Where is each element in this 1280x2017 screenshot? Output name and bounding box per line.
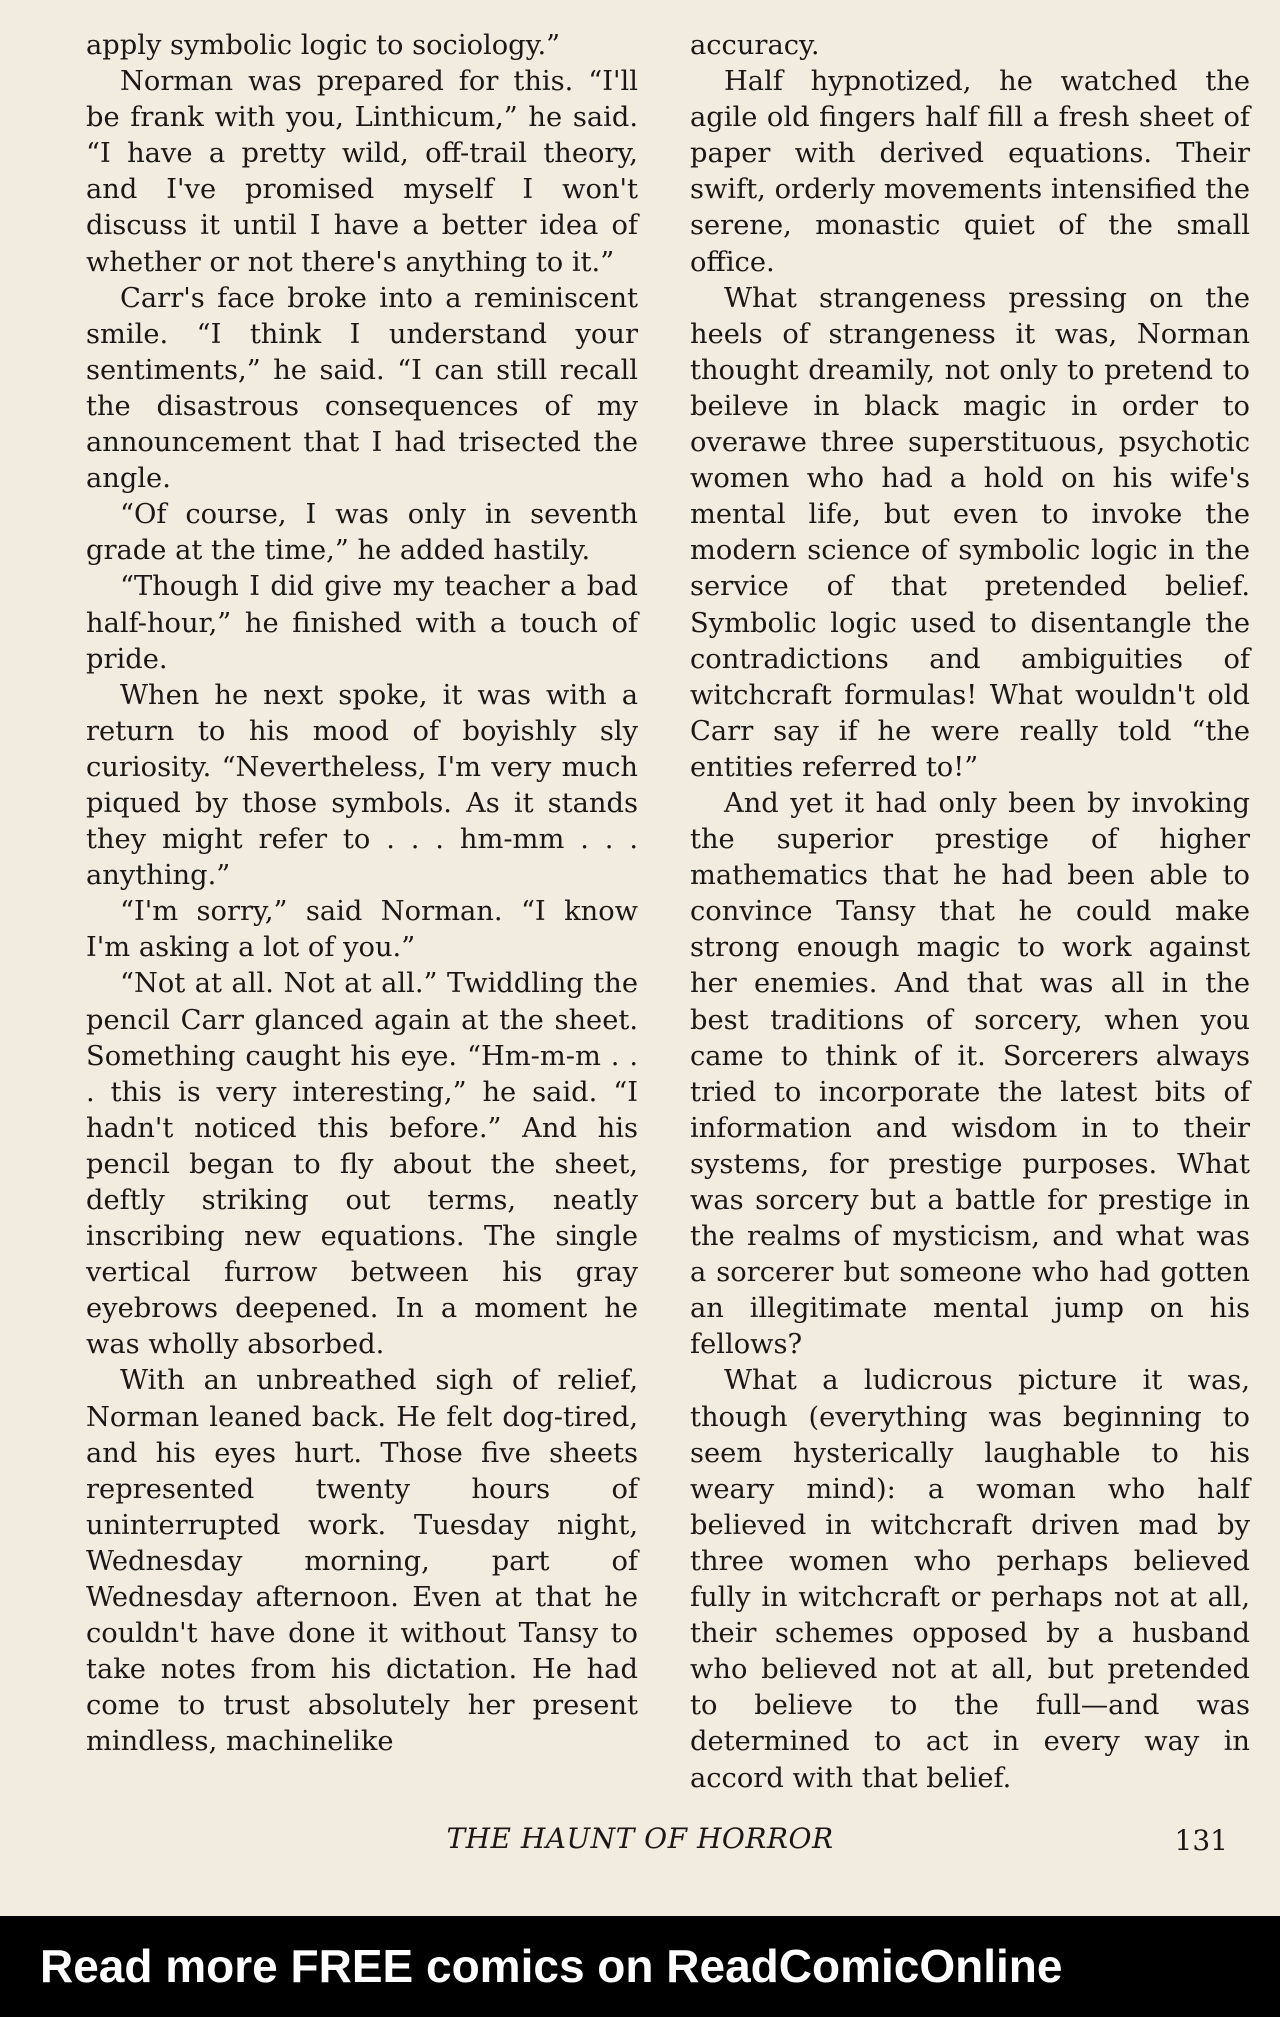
paragraph: Carr's face broke into a reminiscent smile. “I think I understand your sentiments,” he said. “I can still recall the disastrous consequences of my announcement that I had trisected the angle. bbox=[86, 282, 638, 495]
paragraph: accuracy. bbox=[690, 30, 820, 61]
paragraph: What a ludicrous picture it was, though (everything was beginning to seem hysterically laughable to his weary mind): a woman who half believed in witchcraft driven mad by three women who perhaps believed fully in witchcraft or perhaps not at all, their schemes opposed by a husband who believed not at all, but pretended to believe to the full—and was determined to act in every way in accord with that belief. bbox=[690, 1365, 1250, 1794]
paragraph: apply symbolic logic to sociology.” bbox=[86, 30, 561, 61]
paragraph: When he next spoke, it was with a return to his mood of boyishly sly curiosity. “Nevertheless, I'm very much piqued by those symbols. As it stands they might refer to . . . hm-mm . . . anything.” bbox=[86, 679, 638, 892]
magazine-title: THE HAUNT OF HORROR bbox=[446, 1822, 834, 1855]
right-text-column bbox=[690, 28, 1250, 1797]
paragraph: “I'm sorry,” said Norman. “I know I'm asking a lot of you.” bbox=[86, 896, 638, 964]
promo-banner-text[interactable]: Read more FREE comics on ReadComicOnline bbox=[40, 1940, 1063, 1992]
paragraph: “Though I did give my teacher a bad half-hour,” he finished with a touch of pride. bbox=[86, 571, 638, 675]
paragraph: “Not at all. Not at all.” Twiddling the pencil Carr glanced again at the sheet. Something caught his eye. “Hm-m-m . . . this is very interesting,” he said. “I hadn't noticed this before.” And his pencil began to fly about the sheet, deftly striking out terms, neatly inscribing new equations. The single vertical furrow between his gray eyebrows deepened. In a moment he was wholly absorbed. bbox=[86, 968, 638, 1361]
paragraph: Half hypnotized, he watched the agile old fingers half fill a fresh sheet of paper with derived equations. Their swift, orderly movements intensified the serene, monastic quiet of the small office. bbox=[690, 66, 1250, 278]
paragraph: With an unbreathed sigh of relief, Norman leaned back. He felt dog-tired, and his eyes hurt. Those five sheets represented twenty hours of uninterrupted work. Tuesday night, Wednesday morning, part of Wednesday afternoon. Even at that he couldn't have done it without Tansy to take notes from his dictation. He had come to trust absolutely her present mindless, machinelike bbox=[86, 1365, 638, 1758]
paragraph: And yet it had only been by invoking the superior prestige of higher mathematics that he had been able to convince Tansy that he could make strong enough magic to work against her enemies. And that was all in the best traditions of sorcery, when you came to think of it. Sorcerers always tried to incorporate the latest bits of information and wisdom in to their systems, for prestige purposes. What was sorcery but a battle for prestige in the realms of mysticism, and what was a sorcerer but someone who had gotten an illegitimate mental jump on his fellows? bbox=[690, 787, 1250, 1361]
paragraph: “Of course, I was only in seventh grade at the time,” he added hastily. bbox=[86, 499, 638, 567]
paragraph: What strangeness pressing on the heels of strangeness it was, Norman thought dreamily, not only to pretend to beileve in black magic in order to overawe three superstituous, psychotic women who had a hold on his wife's mental life, but even to invoke the modern science of symbolic logic in the service of that pretended belief. Symbolic logic used to disentangle the contradictions and ambiguities of witchcraft formulas! What wouldn't old Carr say if he were really told “the entities referred to!” bbox=[690, 282, 1250, 783]
promo-banner[interactable] bbox=[0, 1916, 1280, 2017]
paragraph: Norman was prepared for this. “I'll be frank with you, Linthicum,” he said. “I have a pretty wild, off-trail theory, and I've promised myself I won't discuss it until I have a better idea of whether or not there's anything to it.” bbox=[86, 66, 638, 278]
left-text-column bbox=[86, 28, 638, 1761]
page-number: 131 bbox=[1174, 1824, 1228, 1857]
